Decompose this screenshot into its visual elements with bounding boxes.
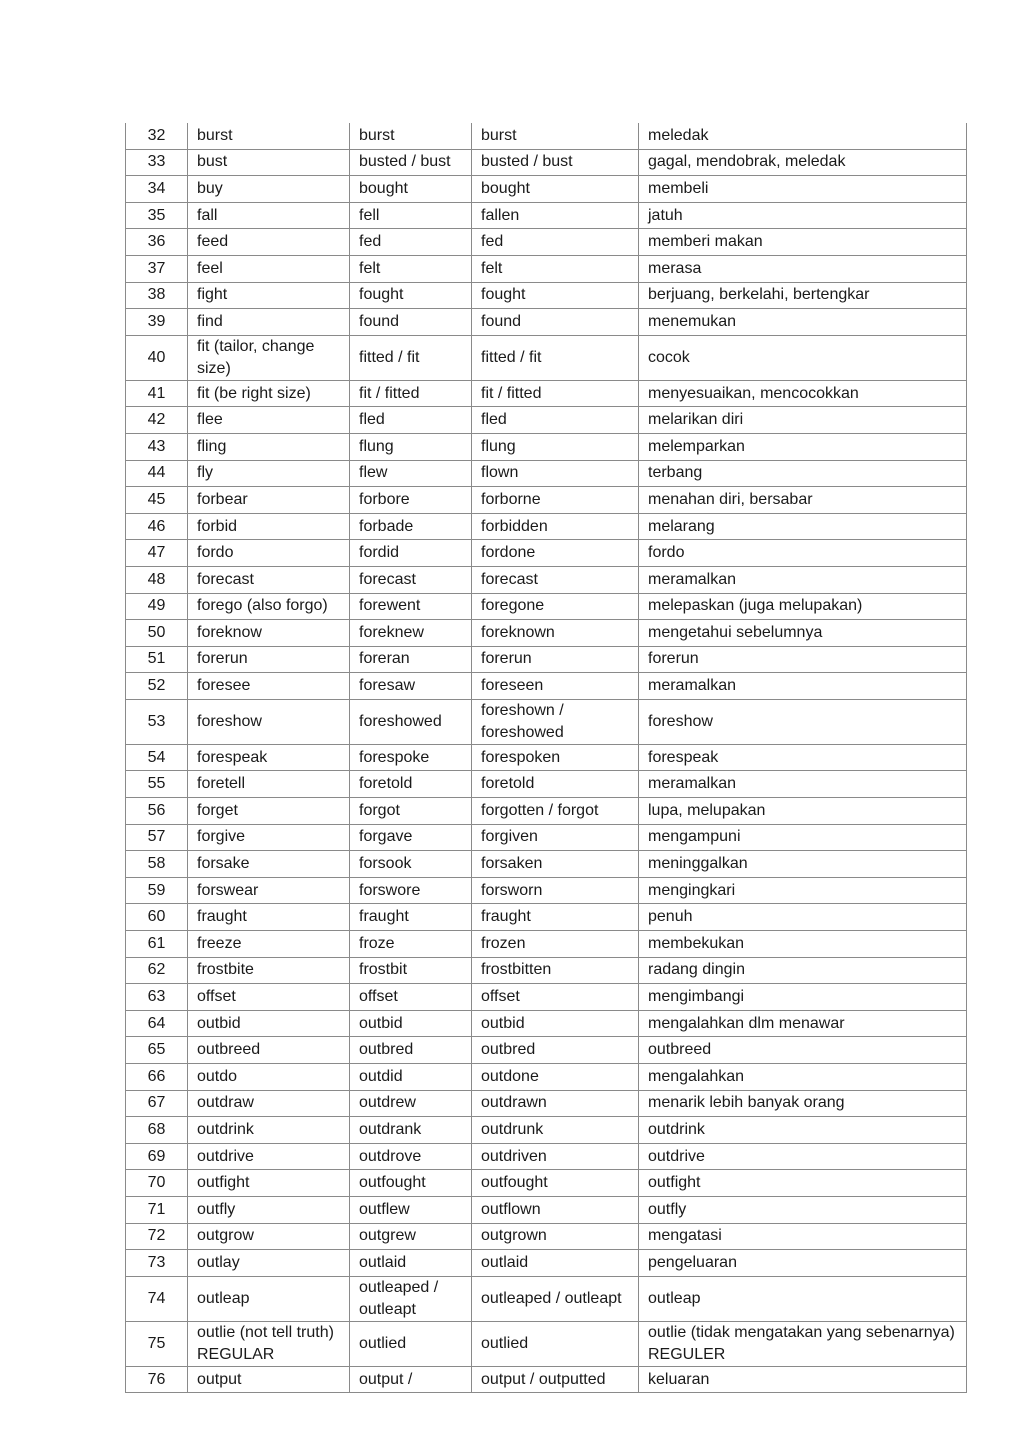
row-number: 58	[126, 851, 188, 878]
base-form-cell: outdrink	[188, 1117, 350, 1144]
table-row	[126, 931, 967, 958]
past-tense-cell: forbore	[350, 487, 472, 514]
past-tense-cell: forecast	[350, 566, 472, 593]
past-tense-cell: felt	[350, 255, 472, 282]
row-number: 48	[126, 566, 188, 593]
meaning-cell: mengetahui sebelumnya	[639, 620, 967, 647]
meaning-cell: menarik lebih banyak orang	[639, 1090, 967, 1117]
table-row	[126, 460, 967, 487]
table-row	[126, 673, 967, 700]
meaning-cell: outleap	[639, 1276, 967, 1321]
table-row	[126, 282, 967, 309]
past-tense-cell: outbred	[350, 1037, 472, 1064]
table-row	[126, 149, 967, 176]
past-tense-cell: output /	[350, 1366, 472, 1393]
past-tense-cell: outdrank	[350, 1117, 472, 1144]
row-number: 75	[126, 1321, 188, 1366]
row-number: 68	[126, 1117, 188, 1144]
table-row	[126, 176, 967, 203]
base-form-cell: bust	[188, 149, 350, 176]
row-number: 43	[126, 433, 188, 460]
past-participle-cell: fallen	[472, 202, 639, 229]
meaning-cell: merasa	[639, 255, 967, 282]
table-row	[126, 1223, 967, 1250]
table-row	[126, 957, 967, 984]
base-form-cell: fordo	[188, 540, 350, 567]
meaning-cell: menyesuaikan, mencocokkan	[639, 380, 967, 407]
past-participle-cell: outdrunk	[472, 1117, 639, 1144]
row-number: 60	[126, 904, 188, 931]
past-participle-cell: offset	[472, 984, 639, 1011]
past-tense-cell: froze	[350, 931, 472, 958]
base-form-cell: outbid	[188, 1010, 350, 1037]
meaning-cell: penuh	[639, 904, 967, 931]
base-form-cell: foretell	[188, 771, 350, 798]
table-row	[126, 1090, 967, 1117]
table-row	[126, 798, 967, 825]
row-number: 62	[126, 957, 188, 984]
base-form-cell: outfight	[188, 1170, 350, 1197]
table-row	[126, 1321, 967, 1366]
meaning-cell: mengingkari	[639, 877, 967, 904]
past-participle-cell: outlied	[472, 1321, 639, 1366]
meaning-cell: pengeluaran	[639, 1250, 967, 1277]
past-participle-cell: fought	[472, 282, 639, 309]
base-form-cell: fraught	[188, 904, 350, 931]
table-row	[126, 1010, 967, 1037]
past-tense-cell: outlaid	[350, 1250, 472, 1277]
meaning-cell: mengalahkan	[639, 1064, 967, 1091]
past-tense-cell: flew	[350, 460, 472, 487]
meaning-cell: mengimbangi	[639, 984, 967, 1011]
base-form-cell: outdrive	[188, 1143, 350, 1170]
past-tense-cell: forswore	[350, 877, 472, 904]
meaning-cell: meramalkan	[639, 673, 967, 700]
past-tense-cell: outgrew	[350, 1223, 472, 1250]
meaning-cell: melarang	[639, 513, 967, 540]
base-form-cell: forswear	[188, 877, 350, 904]
base-form-cell: forsake	[188, 851, 350, 878]
past-participle-cell: forgotten / forgot	[472, 798, 639, 825]
past-tense-cell: forgot	[350, 798, 472, 825]
past-participle-cell: outlaid	[472, 1250, 639, 1277]
past-tense-cell: fed	[350, 229, 472, 256]
meaning-cell: melemparkan	[639, 433, 967, 460]
table-row	[126, 1064, 967, 1091]
base-form-cell: feel	[188, 255, 350, 282]
meaning-cell: mengatasi	[639, 1223, 967, 1250]
past-participle-cell: outdone	[472, 1064, 639, 1091]
meaning-cell: berjuang, berkelahi, bertengkar	[639, 282, 967, 309]
meaning-cell: membekukan	[639, 931, 967, 958]
row-number: 32	[126, 123, 188, 149]
past-tense-cell: offset	[350, 984, 472, 1011]
table-row	[126, 824, 967, 851]
past-participle-cell: forsworn	[472, 877, 639, 904]
meaning-cell: melepaskan (juga melupakan)	[639, 593, 967, 620]
meaning-cell: melarikan diri	[639, 407, 967, 434]
meaning-cell: meninggalkan	[639, 851, 967, 878]
past-participle-cell: fit / fitted	[472, 380, 639, 407]
base-form-cell: outbreed	[188, 1037, 350, 1064]
table-row	[126, 487, 967, 514]
meaning-cell: mengalahkan dlm menawar	[639, 1010, 967, 1037]
base-form-cell: outgrow	[188, 1223, 350, 1250]
base-form-cell: buy	[188, 176, 350, 203]
meaning-cell: outfly	[639, 1196, 967, 1223]
past-tense-cell: foreshowed	[350, 699, 472, 744]
row-number: 53	[126, 699, 188, 744]
past-participle-cell: foreseen	[472, 673, 639, 700]
row-number: 33	[126, 149, 188, 176]
base-form-cell: output	[188, 1366, 350, 1393]
past-participle-cell: forecast	[472, 566, 639, 593]
past-participle-cell: forsaken	[472, 851, 639, 878]
row-number: 56	[126, 798, 188, 825]
past-tense-cell: outbid	[350, 1010, 472, 1037]
row-number: 54	[126, 744, 188, 771]
meaning-cell: outdrink	[639, 1117, 967, 1144]
past-tense-cell: outdrew	[350, 1090, 472, 1117]
row-number: 35	[126, 202, 188, 229]
base-form-cell: burst	[188, 123, 350, 149]
table-row	[126, 335, 967, 380]
row-number: 67	[126, 1090, 188, 1117]
past-tense-cell: forespoke	[350, 744, 472, 771]
meaning-cell: meramalkan	[639, 771, 967, 798]
base-form-cell: outleap	[188, 1276, 350, 1321]
past-tense-cell: fell	[350, 202, 472, 229]
row-number: 44	[126, 460, 188, 487]
row-number: 72	[126, 1223, 188, 1250]
meaning-cell: meledak	[639, 123, 967, 149]
past-tense-cell: fought	[350, 282, 472, 309]
past-participle-cell: foreknown	[472, 620, 639, 647]
row-number: 73	[126, 1250, 188, 1277]
table-row	[126, 1143, 967, 1170]
past-participle-cell: foregone	[472, 593, 639, 620]
row-number: 66	[126, 1064, 188, 1091]
table-row	[126, 1366, 967, 1393]
base-form-cell: forbear	[188, 487, 350, 514]
past-participle-cell: forerun	[472, 646, 639, 673]
past-tense-cell: busted / bust	[350, 149, 472, 176]
table-row	[126, 984, 967, 1011]
past-participle-cell: outbid	[472, 1010, 639, 1037]
past-tense-cell: outdid	[350, 1064, 472, 1091]
table-row	[126, 433, 967, 460]
meaning-cell: menahan diri, bersabar	[639, 487, 967, 514]
past-participle-cell: outflown	[472, 1196, 639, 1223]
row-number: 38	[126, 282, 188, 309]
base-form-cell: outlie (not tell truth) REGULAR	[188, 1321, 350, 1366]
base-form-cell: fight	[188, 282, 350, 309]
row-number: 46	[126, 513, 188, 540]
past-tense-cell: outdrove	[350, 1143, 472, 1170]
past-participle-cell: output / outputted	[472, 1366, 639, 1393]
table-row	[126, 877, 967, 904]
past-participle-cell: flown	[472, 460, 639, 487]
base-form-cell: frostbite	[188, 957, 350, 984]
table-row	[126, 1196, 967, 1223]
table-row	[126, 380, 967, 407]
row-number: 61	[126, 931, 188, 958]
meaning-cell: memberi makan	[639, 229, 967, 256]
past-tense-cell: frostbit	[350, 957, 472, 984]
row-number: 34	[126, 176, 188, 203]
base-form-cell: foreshow	[188, 699, 350, 744]
past-participle-cell: fed	[472, 229, 639, 256]
past-participle-cell: fled	[472, 407, 639, 434]
meaning-cell: radang dingin	[639, 957, 967, 984]
row-number: 45	[126, 487, 188, 514]
meaning-cell: fordo	[639, 540, 967, 567]
meaning-cell: outdrive	[639, 1143, 967, 1170]
past-tense-cell: foresaw	[350, 673, 472, 700]
table-row	[126, 255, 967, 282]
meaning-cell: forespeak	[639, 744, 967, 771]
base-form-cell: freeze	[188, 931, 350, 958]
table-row	[126, 513, 967, 540]
past-participle-cell: forbidden	[472, 513, 639, 540]
table-row	[126, 1170, 967, 1197]
table-row	[126, 904, 967, 931]
base-form-cell: forerun	[188, 646, 350, 673]
row-number: 37	[126, 255, 188, 282]
table-row	[126, 229, 967, 256]
table-row	[126, 1037, 967, 1064]
past-participle-cell: outbred	[472, 1037, 639, 1064]
meaning-cell: gagal, mendobrak, meledak	[639, 149, 967, 176]
base-form-cell: forgive	[188, 824, 350, 851]
row-number: 55	[126, 771, 188, 798]
past-tense-cell: outleaped / outleapt	[350, 1276, 472, 1321]
row-number: 52	[126, 673, 188, 700]
past-tense-cell: foreran	[350, 646, 472, 673]
past-tense-cell: foretold	[350, 771, 472, 798]
table-row	[126, 593, 967, 620]
row-number: 74	[126, 1276, 188, 1321]
table-row	[126, 1250, 967, 1277]
row-number: 63	[126, 984, 188, 1011]
base-form-cell: find	[188, 309, 350, 336]
past-participle-cell: busted / bust	[472, 149, 639, 176]
past-participle-cell: outdrawn	[472, 1090, 639, 1117]
past-participle-cell: forespoken	[472, 744, 639, 771]
past-participle-cell: foreshown / foreshowed	[472, 699, 639, 744]
base-form-cell: fling	[188, 433, 350, 460]
meaning-cell: lupa, melupakan	[639, 798, 967, 825]
meaning-cell: terbang	[639, 460, 967, 487]
past-tense-cell: forgave	[350, 824, 472, 851]
past-participle-cell: found	[472, 309, 639, 336]
meaning-cell: outlie (tidak mengatakan yang sebenarnya) REGULER	[639, 1321, 967, 1366]
table-row	[126, 851, 967, 878]
base-form-cell: forget	[188, 798, 350, 825]
past-tense-cell: fitted / fit	[350, 335, 472, 380]
row-number: 40	[126, 335, 188, 380]
base-form-cell: outlay	[188, 1250, 350, 1277]
table-row	[126, 646, 967, 673]
meaning-cell: keluaran	[639, 1366, 967, 1393]
past-participle-cell: foretold	[472, 771, 639, 798]
past-tense-cell: fit / fitted	[350, 380, 472, 407]
past-participle-cell: frozen	[472, 931, 639, 958]
row-number: 70	[126, 1170, 188, 1197]
base-form-cell: forecast	[188, 566, 350, 593]
table-row	[126, 744, 967, 771]
past-participle-cell: forborne	[472, 487, 639, 514]
meaning-cell: outfight	[639, 1170, 967, 1197]
past-participle-cell: felt	[472, 255, 639, 282]
past-tense-cell: bought	[350, 176, 472, 203]
table-row	[126, 620, 967, 647]
row-number: 36	[126, 229, 188, 256]
past-participle-cell: outdriven	[472, 1143, 639, 1170]
row-number: 59	[126, 877, 188, 904]
base-form-cell: foresee	[188, 673, 350, 700]
past-participle-cell: fitted / fit	[472, 335, 639, 380]
base-form-cell: foreknow	[188, 620, 350, 647]
base-form-cell: fit (tailor, change size)	[188, 335, 350, 380]
row-number: 49	[126, 593, 188, 620]
table-row	[126, 202, 967, 229]
past-tense-cell: flung	[350, 433, 472, 460]
past-tense-cell: found	[350, 309, 472, 336]
base-form-cell: forespeak	[188, 744, 350, 771]
past-participle-cell: forgiven	[472, 824, 639, 851]
meaning-cell: meramalkan	[639, 566, 967, 593]
past-participle-cell: outleaped / outleapt	[472, 1276, 639, 1321]
table-row	[126, 407, 967, 434]
past-participle-cell: flung	[472, 433, 639, 460]
past-tense-cell: forewent	[350, 593, 472, 620]
past-participle-cell: frostbitten	[472, 957, 639, 984]
past-tense-cell: outlied	[350, 1321, 472, 1366]
past-participle-cell: fraught	[472, 904, 639, 931]
base-form-cell: feed	[188, 229, 350, 256]
past-tense-cell: fraught	[350, 904, 472, 931]
base-form-cell: forbid	[188, 513, 350, 540]
table-row	[126, 771, 967, 798]
past-tense-cell: forsook	[350, 851, 472, 878]
meaning-cell: foreshow	[639, 699, 967, 744]
table-row	[126, 1276, 967, 1321]
table-row	[126, 1117, 967, 1144]
past-participle-cell: burst	[472, 123, 639, 149]
table-row	[126, 309, 967, 336]
meaning-cell: mengampuni	[639, 824, 967, 851]
table-row	[126, 566, 967, 593]
base-form-cell: forego (also forgo)	[188, 593, 350, 620]
meaning-cell: menemukan	[639, 309, 967, 336]
row-number: 41	[126, 380, 188, 407]
base-form-cell: fly	[188, 460, 350, 487]
table-row	[126, 540, 967, 567]
table-row	[126, 123, 967, 149]
row-number: 47	[126, 540, 188, 567]
past-participle-cell: outfought	[472, 1170, 639, 1197]
base-form-cell: fall	[188, 202, 350, 229]
base-form-cell: outdo	[188, 1064, 350, 1091]
row-number: 71	[126, 1196, 188, 1223]
past-tense-cell: fled	[350, 407, 472, 434]
table-body	[126, 123, 967, 1393]
row-number: 42	[126, 407, 188, 434]
meaning-cell: cocok	[639, 335, 967, 380]
row-number: 76	[126, 1366, 188, 1393]
past-participle-cell: fordone	[472, 540, 639, 567]
row-number: 57	[126, 824, 188, 851]
base-form-cell: outfly	[188, 1196, 350, 1223]
row-number: 65	[126, 1037, 188, 1064]
past-tense-cell: forbade	[350, 513, 472, 540]
past-tense-cell: outflew	[350, 1196, 472, 1223]
base-form-cell: offset	[188, 984, 350, 1011]
base-form-cell: outdraw	[188, 1090, 350, 1117]
meaning-cell: membeli	[639, 176, 967, 203]
row-number: 64	[126, 1010, 188, 1037]
meaning-cell: forerun	[639, 646, 967, 673]
past-tense-cell: foreknew	[350, 620, 472, 647]
row-number: 39	[126, 309, 188, 336]
meaning-cell: jatuh	[639, 202, 967, 229]
past-tense-cell: outfought	[350, 1170, 472, 1197]
table-row	[126, 699, 967, 744]
base-form-cell: flee	[188, 407, 350, 434]
row-number: 50	[126, 620, 188, 647]
past-participle-cell: outgrown	[472, 1223, 639, 1250]
base-form-cell: fit (be right size)	[188, 380, 350, 407]
row-number: 69	[126, 1143, 188, 1170]
past-participle-cell: bought	[472, 176, 639, 203]
past-tense-cell: fordid	[350, 540, 472, 567]
row-number: 51	[126, 646, 188, 673]
irregular-verbs-table	[125, 123, 967, 1393]
meaning-cell: outbreed	[639, 1037, 967, 1064]
past-tense-cell: burst	[350, 123, 472, 149]
